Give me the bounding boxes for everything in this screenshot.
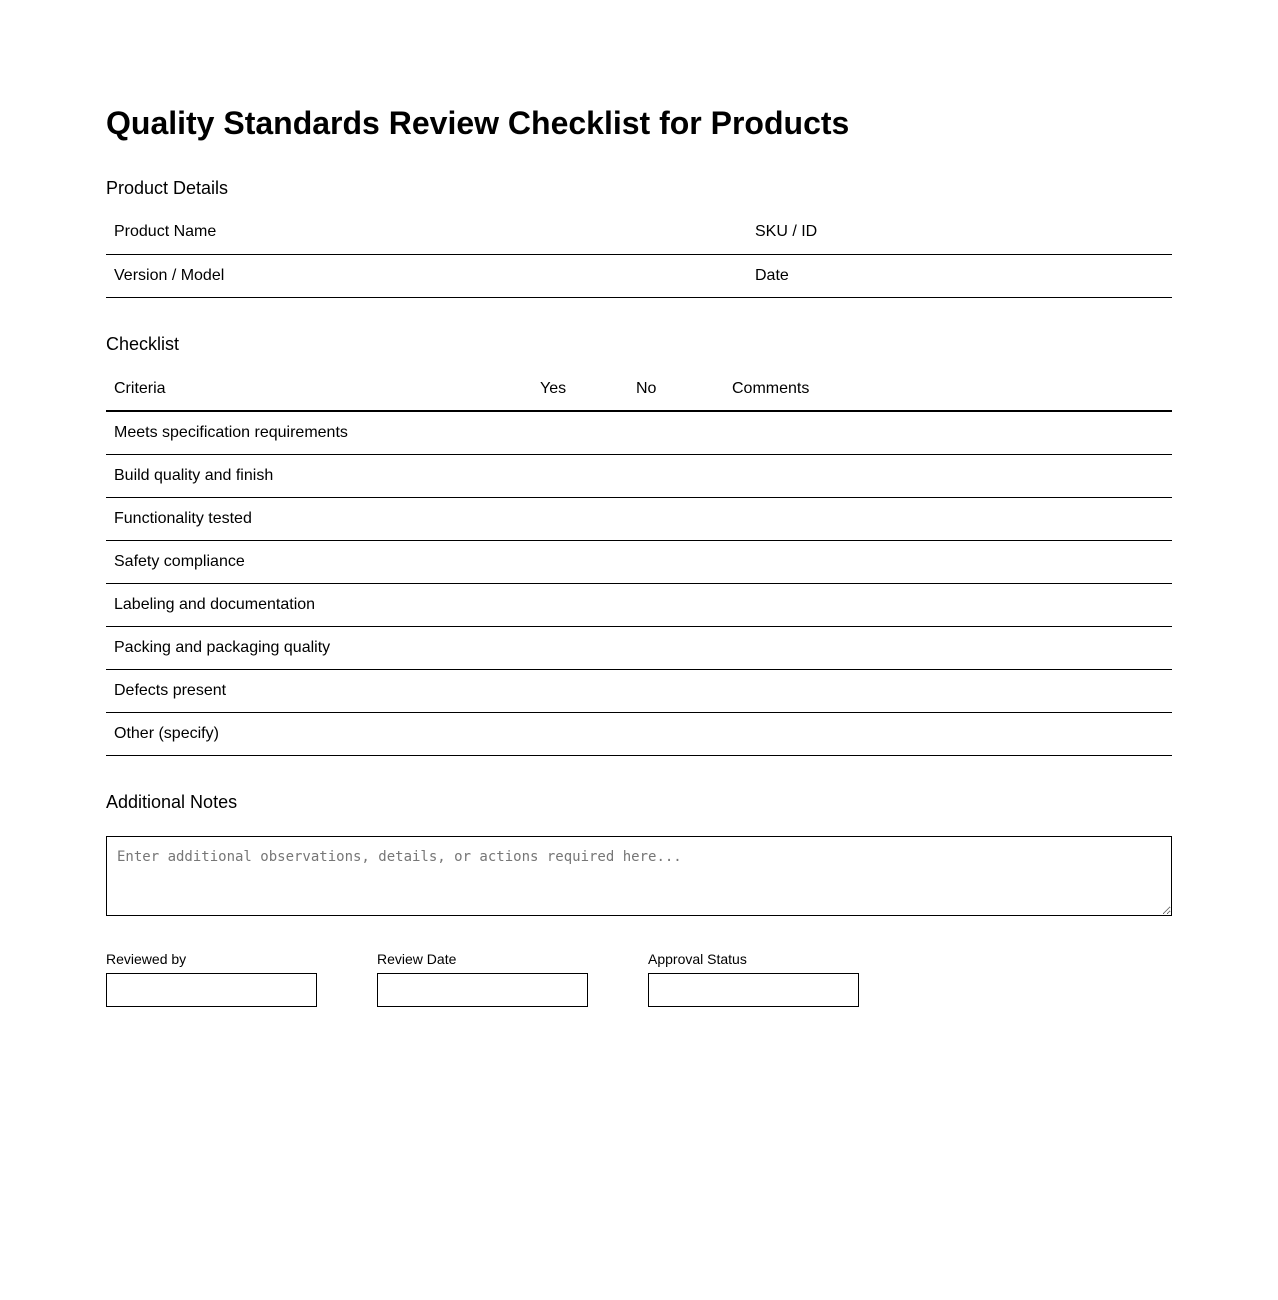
- sku-id-cell[interactable]: SKU / ID: [747, 211, 1172, 254]
- version-model-cell[interactable]: Version / Model: [106, 254, 747, 297]
- table-row: [106, 540, 1172, 583]
- comments-column-header: Comments: [724, 367, 1172, 411]
- table-row: [106, 712, 1172, 755]
- review-date-field: [377, 951, 588, 1007]
- comments-cell[interactable]: [724, 712, 1172, 755]
- page-title: Quality Standards Review Checklist for Products: [106, 105, 850, 141]
- table-row: [106, 669, 1172, 712]
- criteria-cell: Packing and packaging quality: [106, 626, 532, 669]
- yes-cell[interactable]: [532, 626, 628, 669]
- yes-cell[interactable]: [532, 411, 628, 454]
- yes-column-header: Yes: [532, 367, 628, 411]
- yes-cell[interactable]: [532, 669, 628, 712]
- no-cell[interactable]: [628, 540, 724, 583]
- no-column-header: No: [628, 367, 724, 411]
- criteria-cell: Labeling and documentation: [106, 583, 532, 626]
- table-row: [106, 211, 1172, 254]
- criteria-cell: Other (specify): [106, 712, 532, 755]
- no-cell[interactable]: [628, 497, 724, 540]
- table-row: [106, 454, 1172, 497]
- no-cell[interactable]: [628, 583, 724, 626]
- criteria-cell: Defects present: [106, 669, 532, 712]
- criteria-cell: Functionality tested: [106, 497, 532, 540]
- criteria-column-header: Criteria: [106, 367, 532, 411]
- review-date-label: Review Date: [377, 951, 457, 967]
- yes-cell[interactable]: [532, 497, 628, 540]
- checklist-header-row: [106, 367, 1172, 411]
- comments-cell[interactable]: [724, 497, 1172, 540]
- no-cell[interactable]: [628, 712, 724, 755]
- criteria-cell: Build quality and finish: [106, 454, 532, 497]
- no-cell[interactable]: [628, 626, 724, 669]
- comments-cell[interactable]: [724, 626, 1172, 669]
- table-row: [106, 583, 1172, 626]
- criteria-cell: Safety compliance: [106, 540, 532, 583]
- criteria-cell: Meets specification requirements: [106, 411, 532, 454]
- approval-status-label: Approval Status: [648, 951, 747, 967]
- comments-cell[interactable]: [724, 669, 1172, 712]
- no-cell[interactable]: [628, 669, 724, 712]
- yes-cell[interactable]: [532, 583, 628, 626]
- product-name-cell[interactable]: Product Name: [106, 211, 747, 254]
- review-date-input[interactable]: [377, 973, 588, 1007]
- comments-cell[interactable]: [724, 411, 1172, 454]
- reviewed-by-field: [106, 951, 317, 1007]
- approval-status-input[interactable]: [648, 973, 859, 1007]
- comments-cell[interactable]: [724, 583, 1172, 626]
- comments-cell[interactable]: [724, 540, 1172, 583]
- table-row: [106, 411, 1172, 454]
- table-row: [106, 254, 1172, 297]
- product-details-table: [106, 211, 1172, 298]
- yes-cell[interactable]: [532, 454, 628, 497]
- approval-status-field: [648, 951, 859, 1007]
- comments-cell[interactable]: [724, 454, 1172, 497]
- reviewed-by-label: Reviewed by: [106, 951, 187, 967]
- product-details-heading: Product Details: [106, 178, 229, 198]
- reviewed-by-input[interactable]: [106, 973, 317, 1007]
- date-cell[interactable]: Date: [747, 254, 1172, 297]
- yes-cell[interactable]: [532, 540, 628, 583]
- checklist-table: [106, 367, 1172, 756]
- table-row: [106, 497, 1172, 540]
- additional-notes-textarea[interactable]: [106, 836, 1172, 916]
- no-cell[interactable]: [628, 411, 724, 454]
- checklist-heading: Checklist: [106, 334, 180, 354]
- additional-notes-heading: Additional Notes: [106, 792, 238, 812]
- no-cell[interactable]: [628, 454, 724, 497]
- yes-cell[interactable]: [532, 712, 628, 755]
- table-row: [106, 626, 1172, 669]
